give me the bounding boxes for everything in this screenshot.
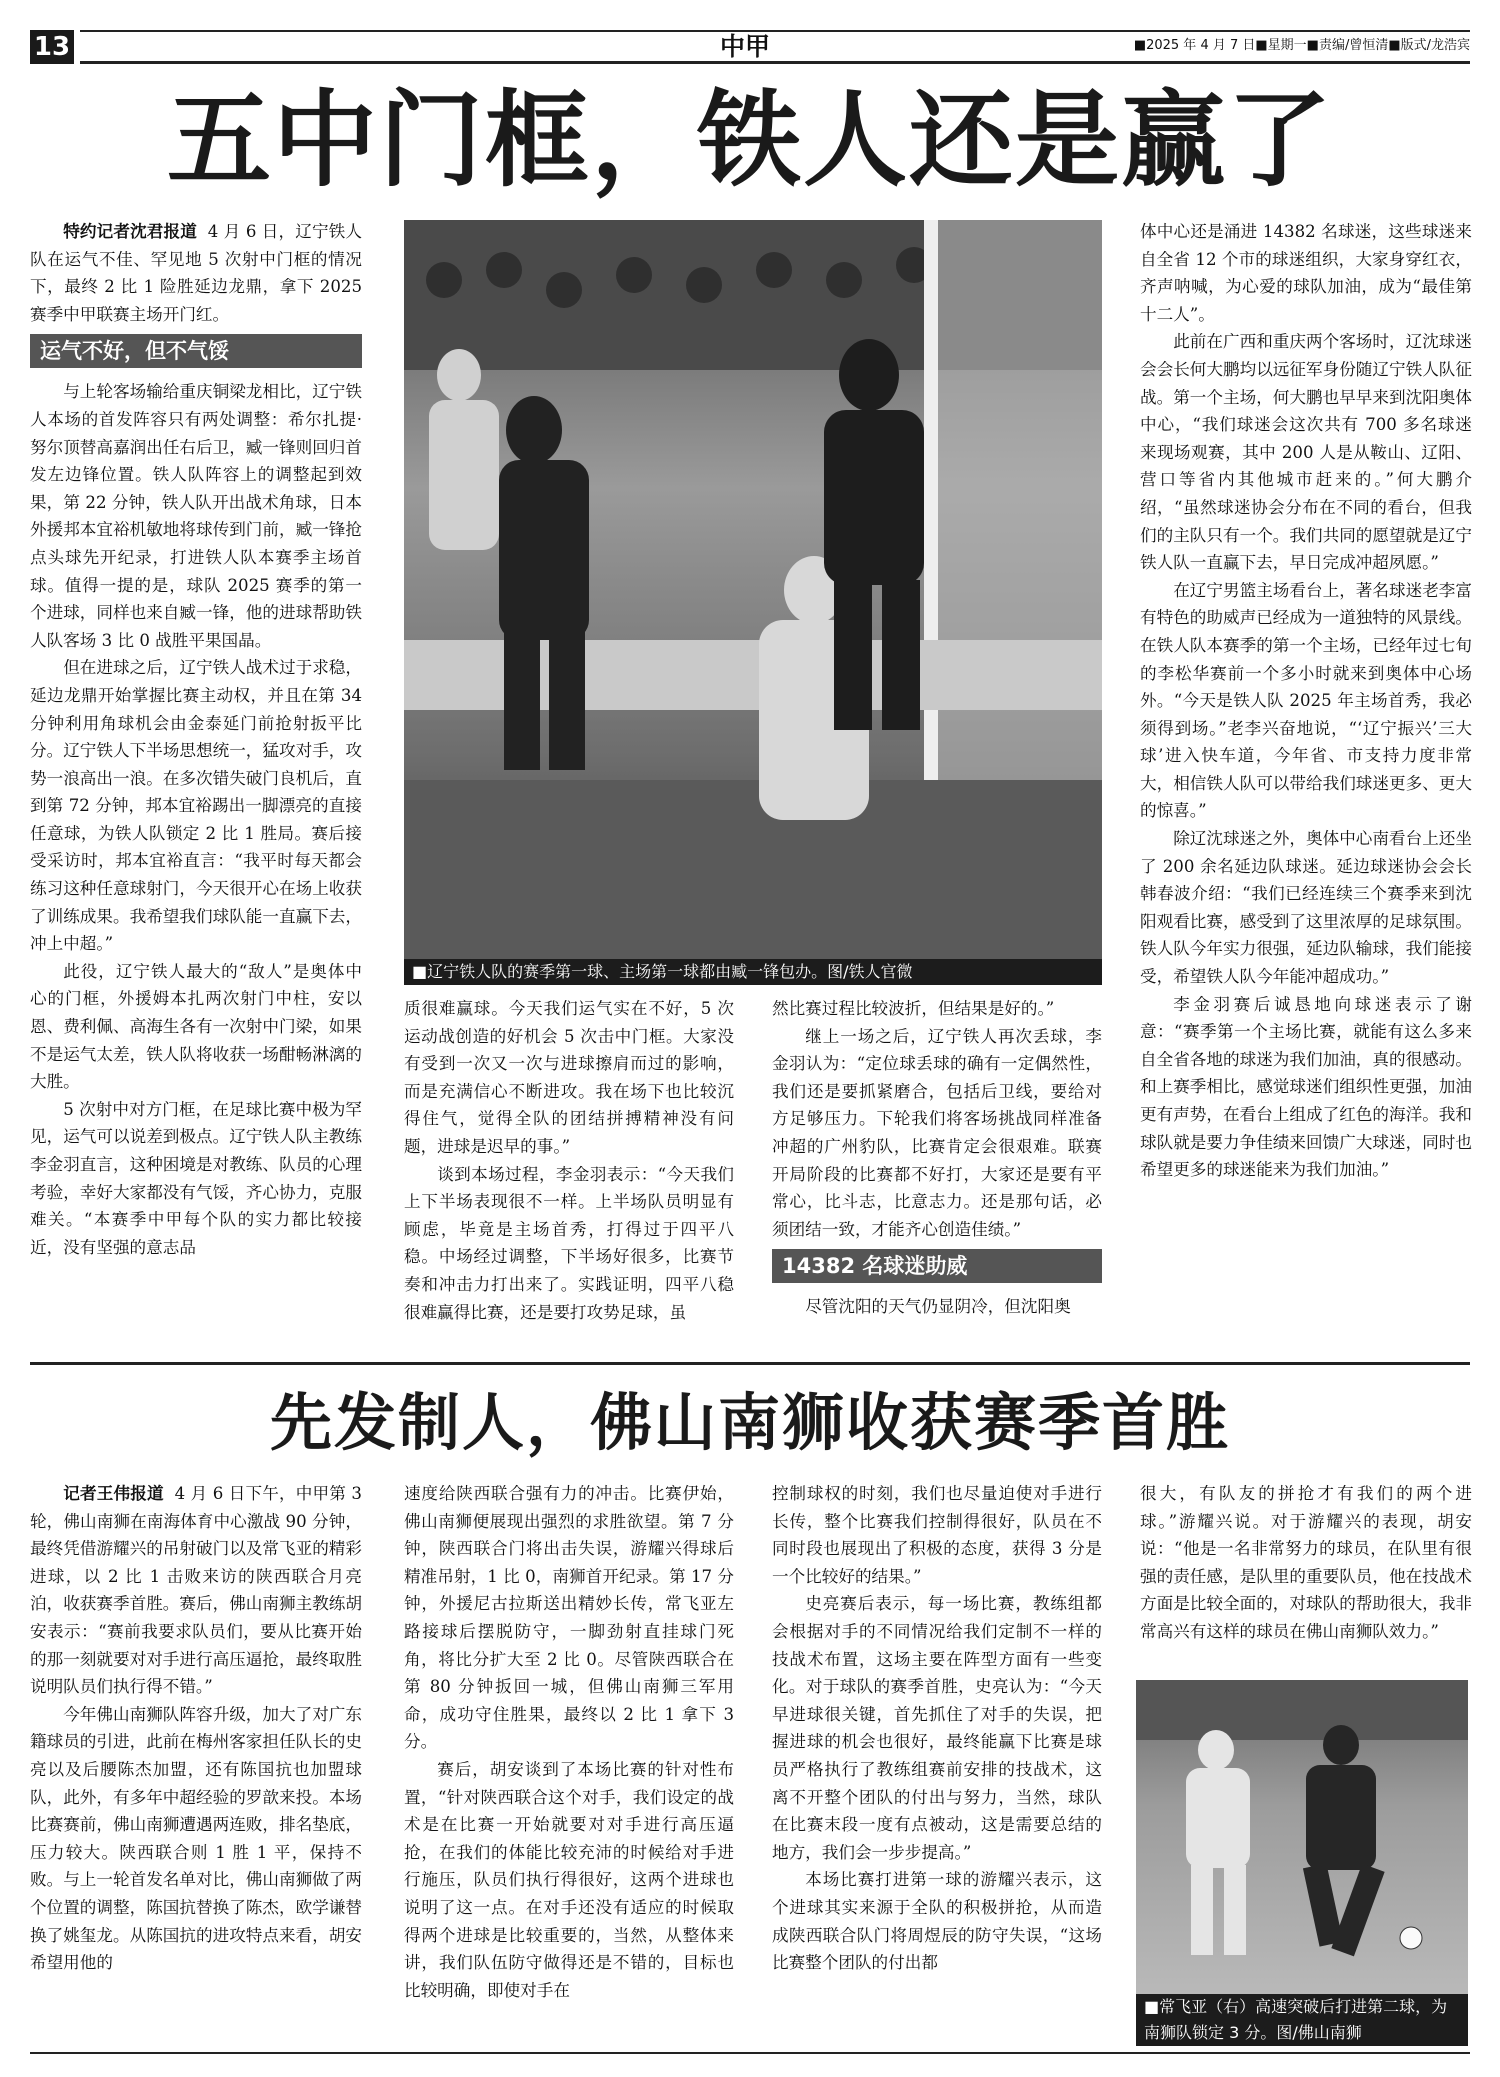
soccer-celebration-photo-icon <box>404 220 1102 985</box>
paragraph: 此前在广西和重庆两个客场时，辽沈球迷会会长何大鹏均以远征军身份随辽宁铁人队征战。第一个主场，何大鹏也早早来到沈阳奥体中心，“我们球迷会这次共有 700 多名球迷来现场观赛，其中 200 人是从鞍山、辽阳、营口等省内其他城市赶来的。”何大鹏介绍，“虽然球迷协会分布在不同的看台，但我们的主队只有一个。我们共同的愿望就是辽宁铁人队一直赢下去，早日完成冲超夙愿。” <box>1140 332 1472 573</box>
paragraph: 控制球权的时刻，我们也尽量迫使对手进行长传，整个比赛我们控制得很好，队员在不同时段也展现出了积极的态度，获得 3 分是一个比较好的结果。” <box>772 1484 1102 1586</box>
paragraph: 李金羽赛后诚恳地向球迷表示了谢意：“赛季第一个主场比赛，就能有这么多来自全省各地的球迷为我们加油，真的很感动。和上赛季相比，感觉球迷们组织性更强，加油更有声势，在看台上组成了红色的海洋。我和球队就是要力争佳绩来回馈广大球迷，同时也希望更多的球迷能来为我们加油。” <box>1140 994 1472 1180</box>
article1-subhead-1: 运气不好，但不气馁 <box>30 334 362 368</box>
paragraph: 很大，有队友的拼抢才有我们的两个进球。”游耀兴说。对于游耀兴的表现，胡安说：“他是一名非常努力的球员，在队里有很强的责任感，是队里的重要队员，他在技战术方面是比较全面的，对球队的帮助很大，我非常高兴有这样的球员在佛山南狮队效力。” <box>1140 1484 1472 1641</box>
article-divider <box>30 1362 1470 1365</box>
page-number: 13 <box>30 30 74 64</box>
article2-byline: 记者王伟报道 <box>63 1484 164 1503</box>
paragraph: 5 次射中对方门框，在足球比赛中极为罕见，运气可以说差到极点。辽宁铁人队主教练李金羽直言，这种困境是对教练、队员的心理考验，幸好大家都没有气馁，齐心协力，克服难关。“本赛季中甲每个队的实力都比较接近，没有坚强的意志品 <box>30 1099 362 1257</box>
paragraph: 但在进球之后，辽宁铁人战术过于求稳，延边龙鼎开始掌握比赛主动权，并且在第 34 分钟利用角球机会由金泰延门前抢射扳平比分。辽宁铁人下半场思想统一，猛攻对手，攻势一浪高出一浪。在多次错失破门良机后，直到第 72 分钟，邦本宜裕踢出一脚漂亮的直接任意球，为铁人队锁定 2 比 1 胜局。赛后接受采访时，邦本宜裕直言：“我平时每天都会练习这种任意球射门，今天很开心在场上收获了训练成果。我希望我们球队能一直赢下去，冲上中超。” <box>30 658 362 954</box>
article1-photo-caption: ■辽宁铁人队的赛季第一球、主场第一球都由臧一锋包办。图/铁人官微 <box>404 959 1102 985</box>
article2-headline: 先发制人，佛山南狮收获赛季首胜 <box>269 1386 1230 1459</box>
article1-photo <box>404 220 1102 985</box>
soccer-dribble-photo-icon <box>1136 1680 1468 1994</box>
paragraph: 谈到本场过程，李金羽表示：“今天我们上下半场表现很不一样。上半场队员明显有顾虑，毕竟是主场首秀，打得过于四平八稳。中场经过调整，下半场好很多，比赛节奏和冲击力打出来了。实践证明，四平八稳很难赢得比赛，还是要打攻势足球，虽 <box>404 1164 734 1322</box>
paragraph: 今年佛山南狮队阵容升级，加大了对广东籍球员的引进，此前在梅州客家担任队长的史亮以及后腰陈杰加盟，还有陈国抗也加盟球队，此外，有多年中超经验的罗歆来投。本场比赛赛前，佛山南狮遭遇两连败，排名垫底，压力较大。陕西联合则 1 胜 1 平，保持不败。与上一轮首发名单对比，佛山南狮做了两个位置的调整，陈国抗替换了陈杰，欧学谦替换了姚玺龙。从陈国抗的进攻特点来看，胡安希望用他的 <box>30 1704 362 1973</box>
article2-photo <box>1136 1680 1468 2042</box>
article1-column-1 <box>30 218 362 1261</box>
paragraph: 除辽沈球迷之外，奥体中心南看台上还坐了 200 余名延边队球迷。延边球迷协会会长韩春波介绍：“我们已经连续三个赛季来到沈阳观看比赛，感受到了这里浓厚的足球氛围。铁人队今年实力很强，延边队输球，我们能接受，希望铁人队今年能冲超成功。” <box>1140 829 1472 987</box>
article2-column-4 <box>1140 1480 1472 1646</box>
article2-photo-caption: ■常飞亚（右）高速突破后打进第二球，为南狮队锁定 3 分。图/佛山南狮 <box>1136 1994 1468 2046</box>
dateline: ■2025 年 4 月 7 日■星期一■责编/曾恒清■版式/龙浩宾 <box>1133 38 1470 53</box>
bottom-rule <box>30 2052 1470 2054</box>
paragraph: 记者王伟报道 4 月 6 日下午，中甲第 3 轮，佛山南狮在南海体育中心激战 90 分钟，最终凭借游耀兴的吊射破门以及常飞亚的精彩进球，以 2 比 1 击败来访的陕西联合月亮泊，收获赛季首胜。赛后，佛山南狮主教练胡安表示：“赛前我要求队员们，要从比赛开始的那一刻就要对对手进行高压逼抢，最终取胜说明队员们执行得不错。” <box>30 1484 362 1697</box>
article1-column-4 <box>1140 218 1472 1184</box>
article1-lead: 特约记者沈君报道 4 月 6 日，辽宁铁人队在运气不佳、罕见地 5 次射中门框的情况下，最终 2 比 1 险胜延边龙鼎，拿下 2025 赛季中甲联赛主场开门红。 <box>30 222 362 324</box>
paragraph: 尽管沈阳的天气仍显阴冷，但沈阳奥 <box>805 1297 1071 1317</box>
article1-column-2 <box>404 995 734 1326</box>
section-title: 中甲 <box>720 32 771 61</box>
article1-byline: 特约记者沈君报道 <box>63 222 197 241</box>
article1-headline: 五中门框，铁人还是赢了 <box>166 79 1333 201</box>
article1-subhead-2: 14382 名球迷助威 <box>772 1249 1102 1283</box>
paragraph: 在辽宁男篮主场看台上，著名球迷老李富有特色的助威声已经成为一道独特的风景线。在铁人队本赛季的第一个主场，已经年过七旬的李松华赛前一个多小时就来到奥体中心场外。“今天是铁人队 2025 年主场首秀，我必须得到场。”老李兴奋地说，“‘辽宁振兴’三大球’进入快车道，今年省、市支持力度非常大，相信铁人队可以带给我们球迷更多、更大的惊喜。” <box>1140 580 1472 821</box>
article2-column-1 <box>30 1480 362 1977</box>
article2-column-3 <box>772 1480 1102 1977</box>
paragraph: 赛后，胡安谈到了本场比赛的针对性布置，“针对陕西联合这个对手，我们设定的战术是在比赛一开始就要对对手进行高压逼抢，在我们的体能比较充沛的时候给对手进行施压，队员们执行得很好，这两个进球也说明了这一点。在对手还没有适应的时候取得两个进球是比较重要的，当然，从整体来讲，我们队伍防守做得还是不错的，目标也比较明确，即使对手在 <box>404 1759 734 2000</box>
paragraph: 与上轮客场输给重庆铜梁龙相比，辽宁铁人本场的首发阵容只有两处调整：希尔扎提·努尔顶替高嘉润出任右后卫，臧一锋则回归首发左边锋位置。铁人队阵容上的调整起到效果，第 22 分钟，铁人队开出战术角球，日本外援邦本宜裕机敏地将球传到门前，臧一锋抢点头球先开纪录，打进铁人队本赛季主场首球。值得一提的是，球队 2025 赛季的第一个进球，同样也来自臧一锋，他的进球帮助铁人队客场 3 比 0 战胜平果国晶。 <box>30 382 362 650</box>
paragraph: 速度给陕西联合强有力的冲击。比赛伊始，佛山南狮便展现出强烈的求胜欲望。第 7 分钟，陕西联合门将出击失误，游耀兴得球后精准吊射，1 比 0，南狮首开纪录。第 17 分钟，外援尼古拉斯送出精妙长传，常飞亚左路接球后摆脱防守，一脚劲射直挂球门死角，将比分扩大至 2 比 0。尽管陕西联合在第 80 分钟扳回一城，但佛山南狮三军用命，成功守住胜果，最终以 2 比 1 拿下 3 分。 <box>404 1484 734 1752</box>
paragraph: 史亮赛后表示，每一场比赛，教练组都会根据对手的不同情况给我们定制不一样的技战术布置，这场主要在阵型方面有一些变化。对于球队的赛季首胜，史亮认为：“今天早进球很关键，首先抓住了对手的失误，把握进球的机会也很好，最终能赢下比赛是球员严格执行了教练组赛前安排的技战术，这离不开整个团队的付出与努力，当然，球队在比赛末段一度有点被动，这是需要总结的地方，我们会一步步提高。” <box>772 1594 1102 1862</box>
article1-column-3 <box>772 995 1102 1321</box>
paragraph: 继上一场之后，辽宁铁人再次丢球，李金羽认为：“定位球丢球的确有一定偶然性，我们还是要抓紧磨合，包括后卫线，要给对方足够压力。下轮我们将客场挑战同样准备冲超的广州豹队，比赛肯定会很艰难。联赛开局阶段的比赛都不好打，大家还是要有平常心，比斗志，比意志力。还是那句话，必须团结一致，才能齐心创造佳绩。” <box>772 1026 1102 1239</box>
paragraph: 体中心还是涌进 14382 名球迷，这些球迷来自全省 12 个市的球迷组织，大家身穿红衣，齐声呐喊，为心爱的球队加油，成为“最佳第十二人”。 <box>1140 222 1472 324</box>
article2-column-2 <box>404 1480 734 2004</box>
paragraph: 本场比赛打进第一球的游耀兴表示，这个进球其实来源于全队的积极拼抢，从而造成陕西联合队门将周煜辰的防守失误，“这场比赛整个团队的付出都 <box>772 1870 1102 1973</box>
paragraph: 然比赛过程比较波折，但结果是好的。” <box>772 999 1055 1018</box>
paragraph: 此役，辽宁铁人最大的“敌人”是奥体中心的门框，外援姆本扎两次射门中柱，安以恩、费利佩、高海生各有一次射中门梁，如果不是运气太差，铁人队将收获一场酣畅淋漓的大胜。 <box>30 961 362 1092</box>
paragraph: 质很难赢球。今天我们运气实在不好，5 次运动战创造的好机会 5 次击中门框。大家没有受到一次又一次与进球擦肩而过的影响，而是充满信心不断进攻。我在场下也比较沉得住气，觉得全队的团结拼搏精神没有问题，进球是迟早的事。” <box>404 999 734 1156</box>
